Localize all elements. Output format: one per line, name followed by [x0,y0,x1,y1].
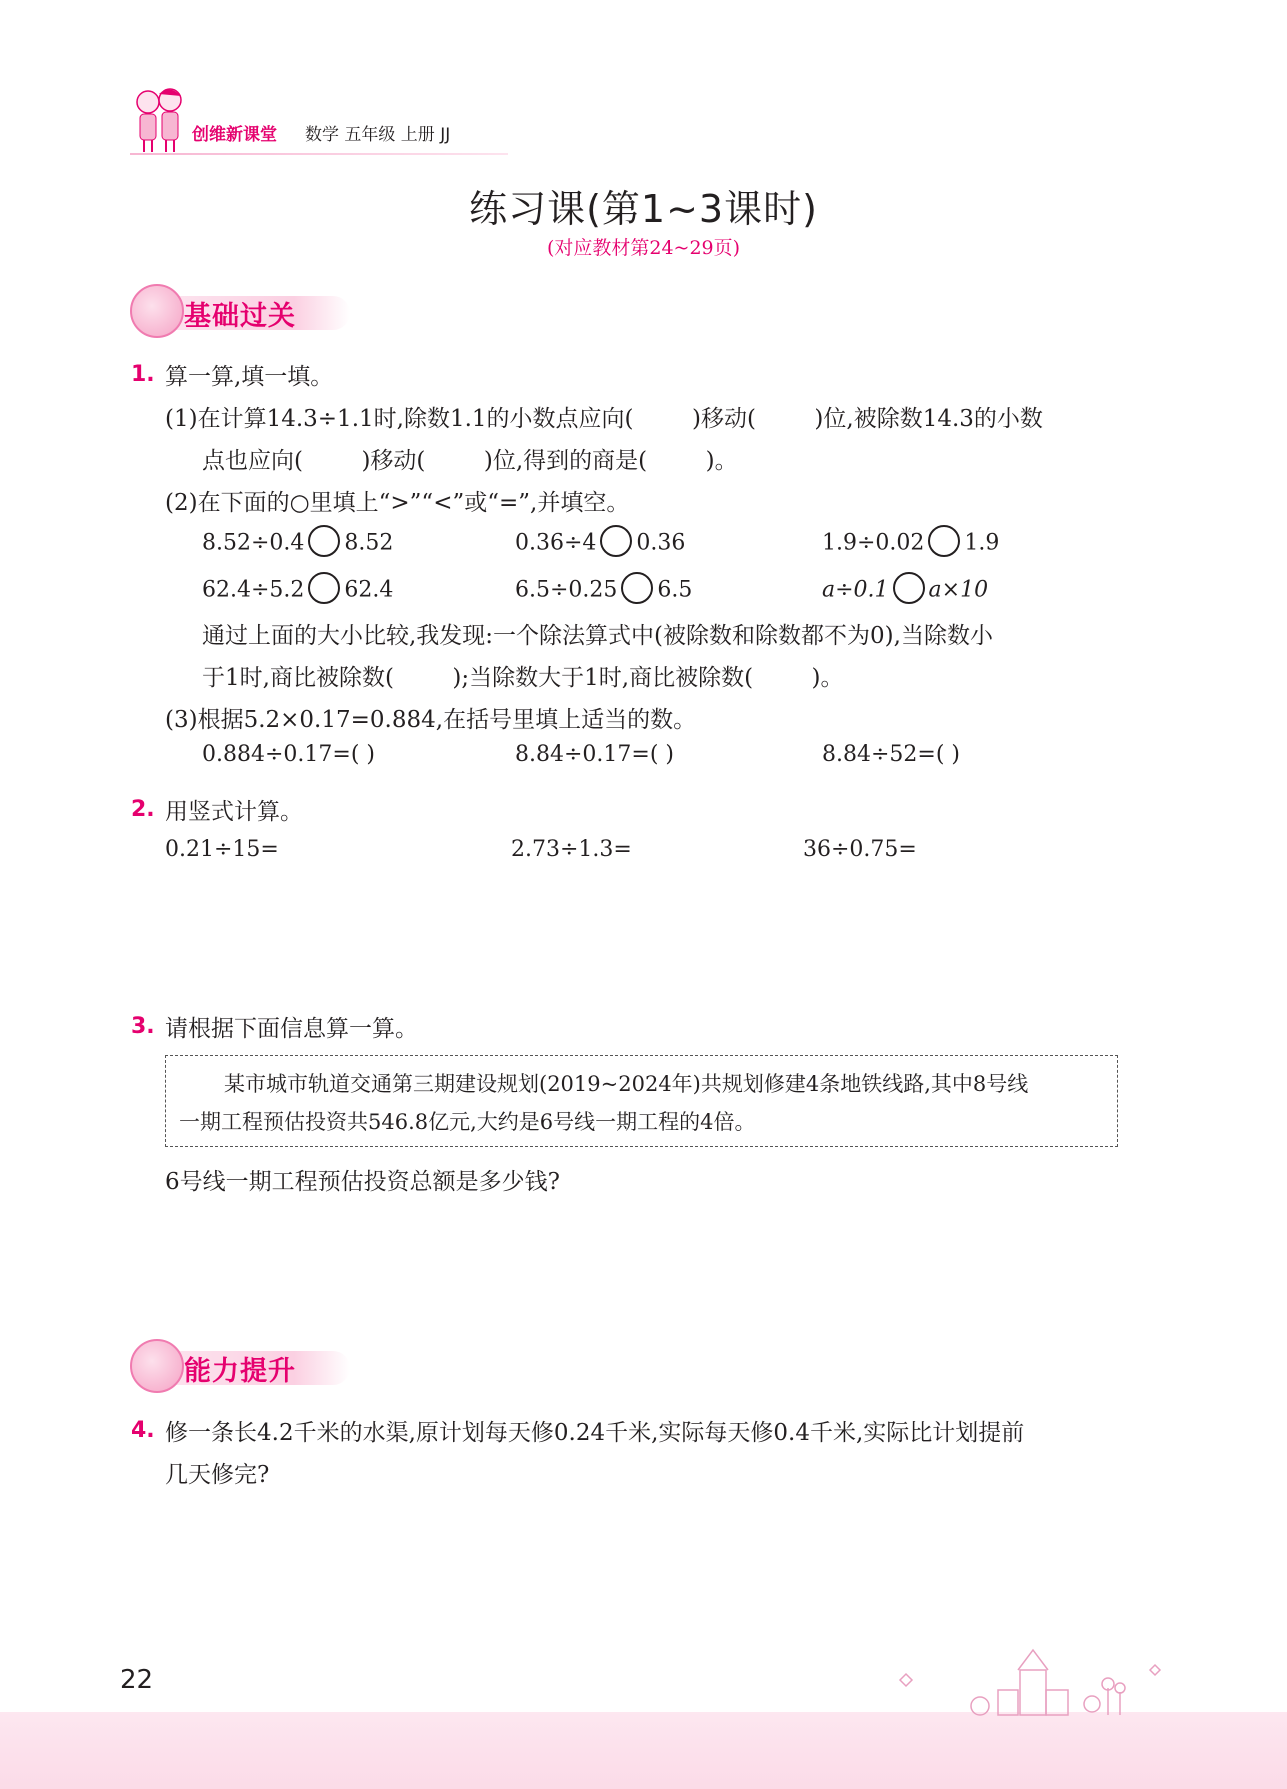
question-stem: 用竖式计算。 [165,799,303,825]
info-text: 某市城市轨道交通第三期建设规划(2019~2024年)共规划修建4条地铁线路,其中8号线 [224,1072,1029,1096]
question-text: 通过上面的大小比较,我发现:一个除法算式中(被除数和除数都不为0),当除数小 [202,623,993,649]
question-text: 6号线一期工程预估投资总额是多少钱? [165,1169,560,1195]
fill-item[interactable]: 0.884÷0.17=( ) [202,742,375,767]
question-stem: 请根据下面信息算一算。 [165,1016,418,1042]
answer-circle[interactable] [600,525,632,557]
question-text: (2)在下面的○里填上“>”“<”或“=”,并填空。 [165,490,630,516]
compare-item [822,527,999,559]
compare-right: a×10 [928,577,989,603]
info-box [165,1055,1118,1147]
answer-circle[interactable] [308,572,340,604]
compare-right: 1.9 [964,530,1000,556]
question-stem: 算一算,填一填。 [165,364,334,390]
question-text: 于1时,商比被除数( );当除数大于1时,商比被除数( )。 [202,665,844,691]
compare-right: 8.52 [344,530,394,556]
question-text: (3)根据5.2×0.17=0.884,在括号里填上适当的数。 [165,707,697,733]
question-text: 修一条长4.2千米的水渠,原计划每天修0.24千米,实际每天修0.4千米,实际比计划提前 [165,1420,1025,1446]
header-divider [130,153,508,155]
calc-item: 36÷0.75= [803,837,917,862]
question-text: 几天修完? [165,1462,270,1488]
header-book-info: 数学 五年级 上册 JJ [305,125,451,145]
compare-left: 8.52÷0.4 [202,530,305,556]
answer-circle[interactable] [893,572,925,604]
info-text: 一期工程预估投资共546.8亿元,大约是6号线一期工程的4倍。 [179,1110,756,1134]
page-title: 练习课(第1~3课时) [469,187,818,231]
question-text: (1)在计算14.3÷1.1时,除数1.1的小数点应向( )移动( )位,被除数14.3的小数 [165,406,1043,432]
answer-circle[interactable] [928,525,960,557]
compare-right: 0.36 [636,530,686,556]
section-banner-basic [130,284,350,342]
page-subtitle: (对应教材第24~29页) [546,237,741,259]
mascot-icon [130,1339,184,1393]
compare-left: 6.5÷0.25 [515,577,618,603]
calc-item: 0.21÷15= [165,837,279,862]
compare-left: 1.9÷0.02 [822,530,925,556]
question-number: 1. [131,362,155,387]
fill-item[interactable]: 8.84÷0.17=( ) [515,742,674,767]
question-number: 3. [131,1014,155,1039]
mascot-kids-icon [130,84,188,154]
compare-left: a÷0.1 [822,577,889,603]
compare-item [515,574,692,606]
header-brand: 创维新课堂 [192,125,277,145]
answer-circle[interactable] [621,572,653,604]
footer-band [0,1712,1287,1789]
castle-decoration-icon [880,1640,1180,1720]
section-banner-advanced [130,1339,350,1397]
question-number: 2. [131,797,155,822]
page-number: 22 [120,1665,154,1695]
compare-item [202,574,393,606]
question-number: 4. [131,1418,155,1443]
calc-item: 2.73÷1.3= [511,837,632,862]
compare-right: 62.4 [344,577,394,603]
question-text: 点也应向( )移动( )位,得到的商是( )。 [202,448,738,474]
answer-circle[interactable] [308,525,340,557]
compare-item [822,574,988,606]
compare-right: 6.5 [657,577,693,603]
section-title: 基础过关 [184,301,296,332]
page-header [130,84,550,154]
compare-item [515,527,685,559]
mascot-icon [130,284,184,338]
section-title: 能力提升 [184,1356,296,1387]
compare-item [202,527,393,559]
fill-item[interactable]: 8.84÷52=( ) [822,742,961,767]
compare-left: 62.4÷5.2 [202,577,305,603]
compare-left: 0.36÷4 [515,530,597,556]
